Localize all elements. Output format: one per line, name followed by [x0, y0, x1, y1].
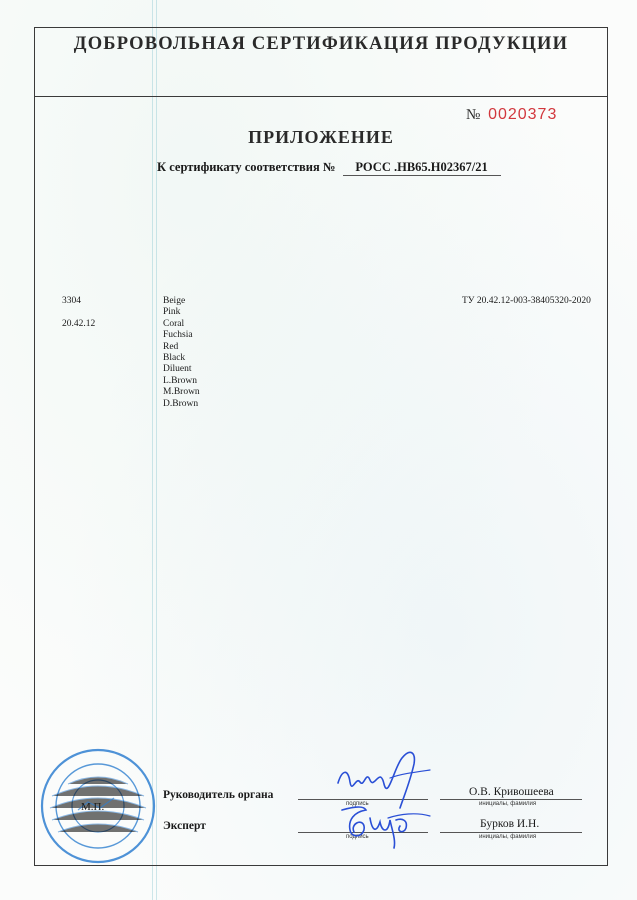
product-code-1: 3304 — [62, 296, 81, 306]
color-item: Pink — [163, 307, 181, 318]
header-divider — [34, 96, 608, 97]
color-item: Beige — [163, 296, 186, 306]
name-line — [440, 832, 582, 833]
color-item: L.Brown — [163, 375, 198, 386]
printer-footer — [0, 871, 637, 876]
expert-name: Бурков И.Н. — [480, 818, 540, 830]
color-item: Fuchsia — [163, 330, 193, 341]
color-item: M.Brown — [163, 387, 200, 398]
technical-specification: ТУ 20.42.12-003-38405320-2020 — [462, 296, 591, 306]
color-list — [163, 296, 200, 410]
color-item: Coral — [163, 318, 185, 329]
stamp-placeholder-label: М.П. — [81, 801, 105, 813]
color-item: Diluent — [163, 364, 192, 375]
color-item: D.Brown — [163, 398, 199, 409]
number-sign: № — [466, 107, 481, 123]
color-item: Red — [163, 341, 179, 352]
appendix-title: ПРИЛОЖЕНИЕ — [248, 127, 394, 147]
head-of-body-name: О.В. Кривошеева — [469, 786, 554, 798]
form-serial-number: 0020373 — [488, 106, 558, 123]
signature-caption: подпись — [346, 801, 369, 807]
expert-handwritten-signature — [336, 800, 436, 850]
document-title: ДОБРОВОЛЬНАЯ СЕРТИФИКАЦИЯ ПРОДУКЦИИ — [73, 34, 569, 54]
name-caption: инициалы, фамилия — [479, 801, 537, 807]
color-item: Black — [163, 353, 186, 364]
head-of-body-label: Руководитель органа — [163, 789, 274, 801]
form-number — [466, 106, 557, 124]
certificate-number: РОСС .НВ65.Н02367/21 — [343, 160, 501, 176]
document-frame — [34, 27, 608, 866]
certificate-reference — [157, 160, 501, 176]
name-line — [440, 799, 582, 800]
certificate-reference-label: К сертификату соответствия № — [157, 160, 336, 174]
expert-label: Эксперт — [163, 820, 206, 832]
name-caption: инициалы, фамилия — [479, 834, 537, 840]
signature-caption: подпись — [346, 834, 369, 840]
product-code-2: 20.42.12 — [62, 319, 96, 329]
